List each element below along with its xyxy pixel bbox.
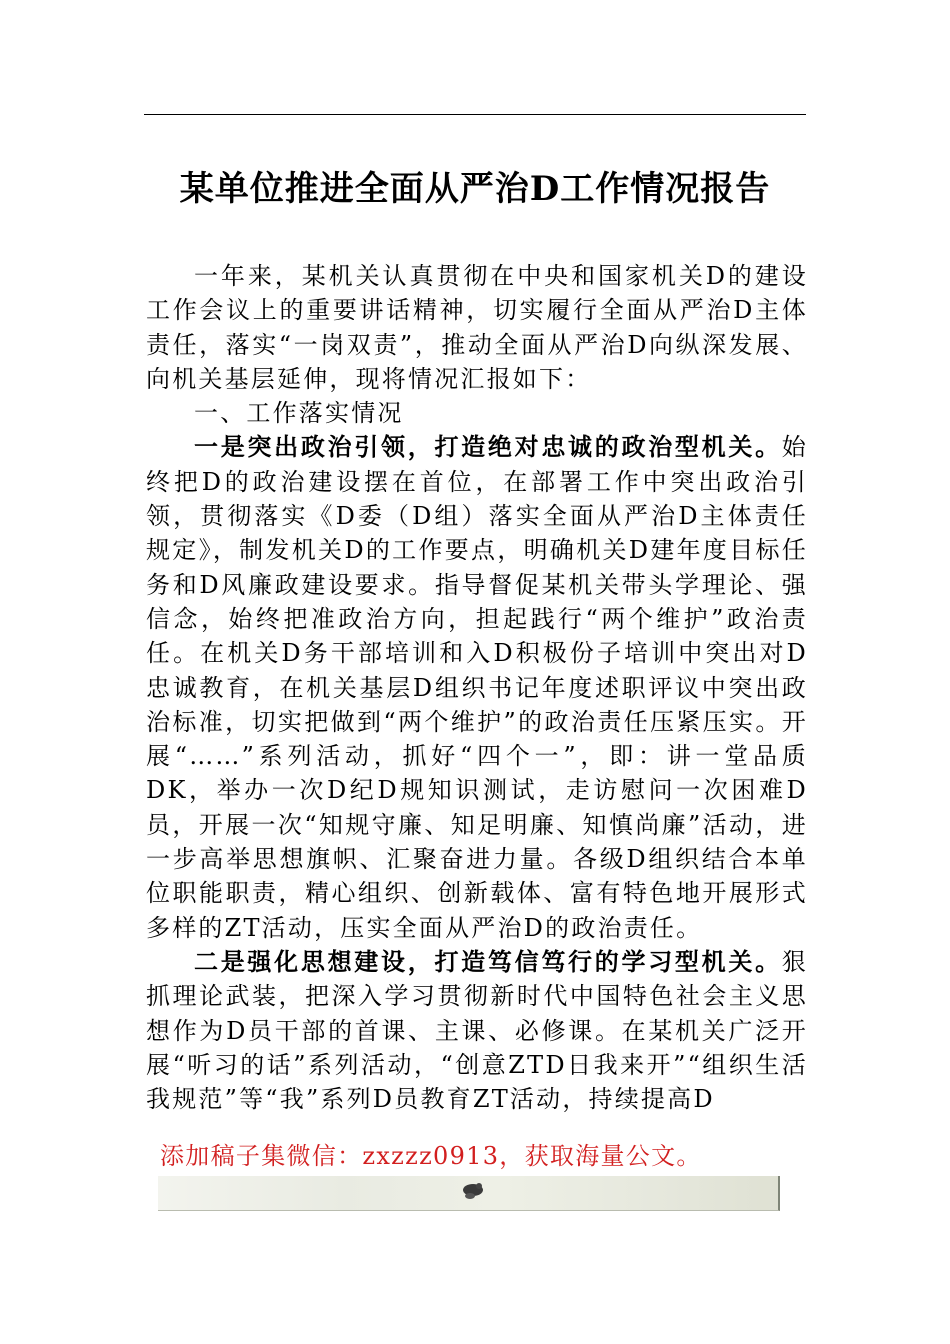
body-paragraph — [146, 945, 808, 1116]
body-paragraph — [146, 430, 808, 944]
section-heading: 一、工作落实情况 — [194, 399, 404, 428]
paragraph-lead: 一是突出政治引领，打造绝对忠诚的政治型机关。 — [194, 432, 782, 462]
ink-blot-icon — [458, 1180, 488, 1202]
watermark-notice: 添加稿子集微信：zxzzz0913，获取海量公文。 — [160, 1142, 702, 1170]
decorative-image-strip — [158, 1176, 780, 1211]
paragraph-lead: 二是强化思想建设，打造笃信笃行的学习型机关。 — [194, 946, 782, 976]
document-body — [146, 259, 808, 1116]
paragraph-text: 狠抓理论武装，把深入学习贯彻新时代中国特色社会主义思想作为D员干部的首课、主课、必修课。在某机关广泛开展“听习的话”系列活动，“创意ZTD日我来开”“组织生活我规范”等“我”系列D员教育ZT活动，持续提高D — [146, 947, 808, 1114]
document-title: 某单位推进全面从严治D工作情况报告 — [179, 169, 771, 209]
intro-paragraph: 一年来，某机关认真贯彻在中央和国家机关D的建设工作会议上的重要讲话精神，切实履行全面从严治D主体责任，落实“一岗双责”，推动全面从严治D向纵深发展、向机关基层延伸，现将情况汇报如下： — [146, 262, 808, 393]
header-rule — [144, 114, 806, 115]
paragraph-text: 始终把D的政治建设摆在首位，在部署工作中突出政治引领，贯彻落实《D委（D组）落实全面从严治D主体责任规定》，制发机关D的工作要点，明确机关D建年度目标任务和D风廉政建设要求。指导督促某机关带头学理论、强信念，始终把准政治方向，担起践行“两个维护”政治责任。在机关D务干部培训和入D积极份子培训中突出对D忠诚教育，在机关基层D组织书记年度述职评议中突出政治标准，切实把做到“两个维护”的政治责任压紧压实。开展“……”系列活动，抓好“四个一”，即：讲一堂品质DK，举办一次D纪D规知识测试，走访慰问一次困难D员，开展一次“知规守廉、知足明廉、知慎尚廉”活动，进一步高举思想旗帜、汇聚奋进力量。各级D组织结合本单位职能职责，精心组织、创新载体、富有特色地开展形式多样的ZT活动，压实全面从严治D的政治责任。 — [146, 433, 808, 942]
